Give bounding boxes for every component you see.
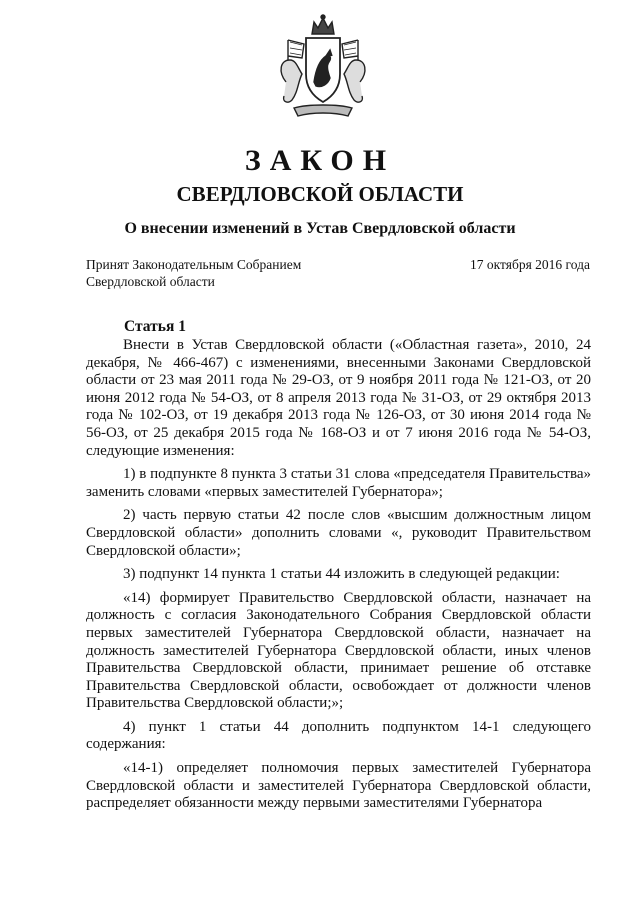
coat-of-arms-emblem: [268, 12, 378, 122]
paragraph-item-4: 4) пункт 1 статьи 44 дополнить подпунктом 14-1 следующего содержания:: [86, 718, 591, 753]
document-title: О внесении изменений в Устав Свердловской области: [124, 220, 516, 237]
paragraph-item-3-text: «14) формирует Правительство Свердловской области, назначает на должность с согласия Законодательного Собрания Свердловской области первых заместителей Губернатора Свердловской области, назначает на должность заместителей Губернатора Свердловской области, иных членов Правительства Свердловской области, принимает решение об отставке Правительства Свердловской области, освобождает от должности членов Правительства Свердловской области;»;: [86, 589, 591, 712]
adopted-by: [86, 256, 386, 290]
paragraph-intro: Внести в Устав Свердловской области («Областная газета», 2010, 24 декабря, № 466-467) с изменениями, внесенными Законами Свердловской области от 23 мая 2011 года № 29-ОЗ, от 9 ноября 2011 года № 121-ОЗ, от 20 июня 2012 года № 54-ОЗ, от 8 апреля 2013 года № 31-ОЗ, от 29 октября 2013 года № 102-ОЗ, от 19 декабря 2013 года № 126-ОЗ, от 30 июня 2014 года № 56-ОЗ, от 25 декабря 2015 года № 168-ОЗ и от 7 июня 2016 года № 54-ОЗ, следующие изменения:: [86, 337, 591, 459]
paragraph-item-4-text: «14-1) определяет полномочия первых заместителей Губернатора Свердловской области и заместителей Губернатора Свердловской области, распределяет обязанности между первыми заместителями Губернатора: [86, 760, 591, 812]
adopted-line-1: Принят Законодательным Собранием: [86, 257, 302, 272]
adopted-line-2: Свердловской области: [86, 274, 215, 289]
region-title: СВЕРДЛОВСКОЙ ОБЛАСТИ: [176, 182, 464, 206]
paragraph-item-1: 1) в подпункте 8 пункта 3 статьи 31 слова «председателя Правительства» заменить словами «первых заместителей Губернатора»;: [86, 466, 591, 500]
law-title: ЗАКОН: [244, 144, 396, 177]
adopted-date: 17 октября 2016 года: [470, 257, 590, 272]
paragraph-item-2: 2) часть первую статьи 42 после слов «высшим должностным лицом Свердловской области» дополнить словами «, руководит Правительством Свердловской области»;: [86, 507, 591, 559]
article-body: [86, 337, 591, 813]
article-heading: Статья 1: [124, 318, 186, 335]
paragraph-item-3: 3) подпункт 14 пункта 1 статьи 44 изложить в следующей редакции:: [123, 566, 560, 583]
